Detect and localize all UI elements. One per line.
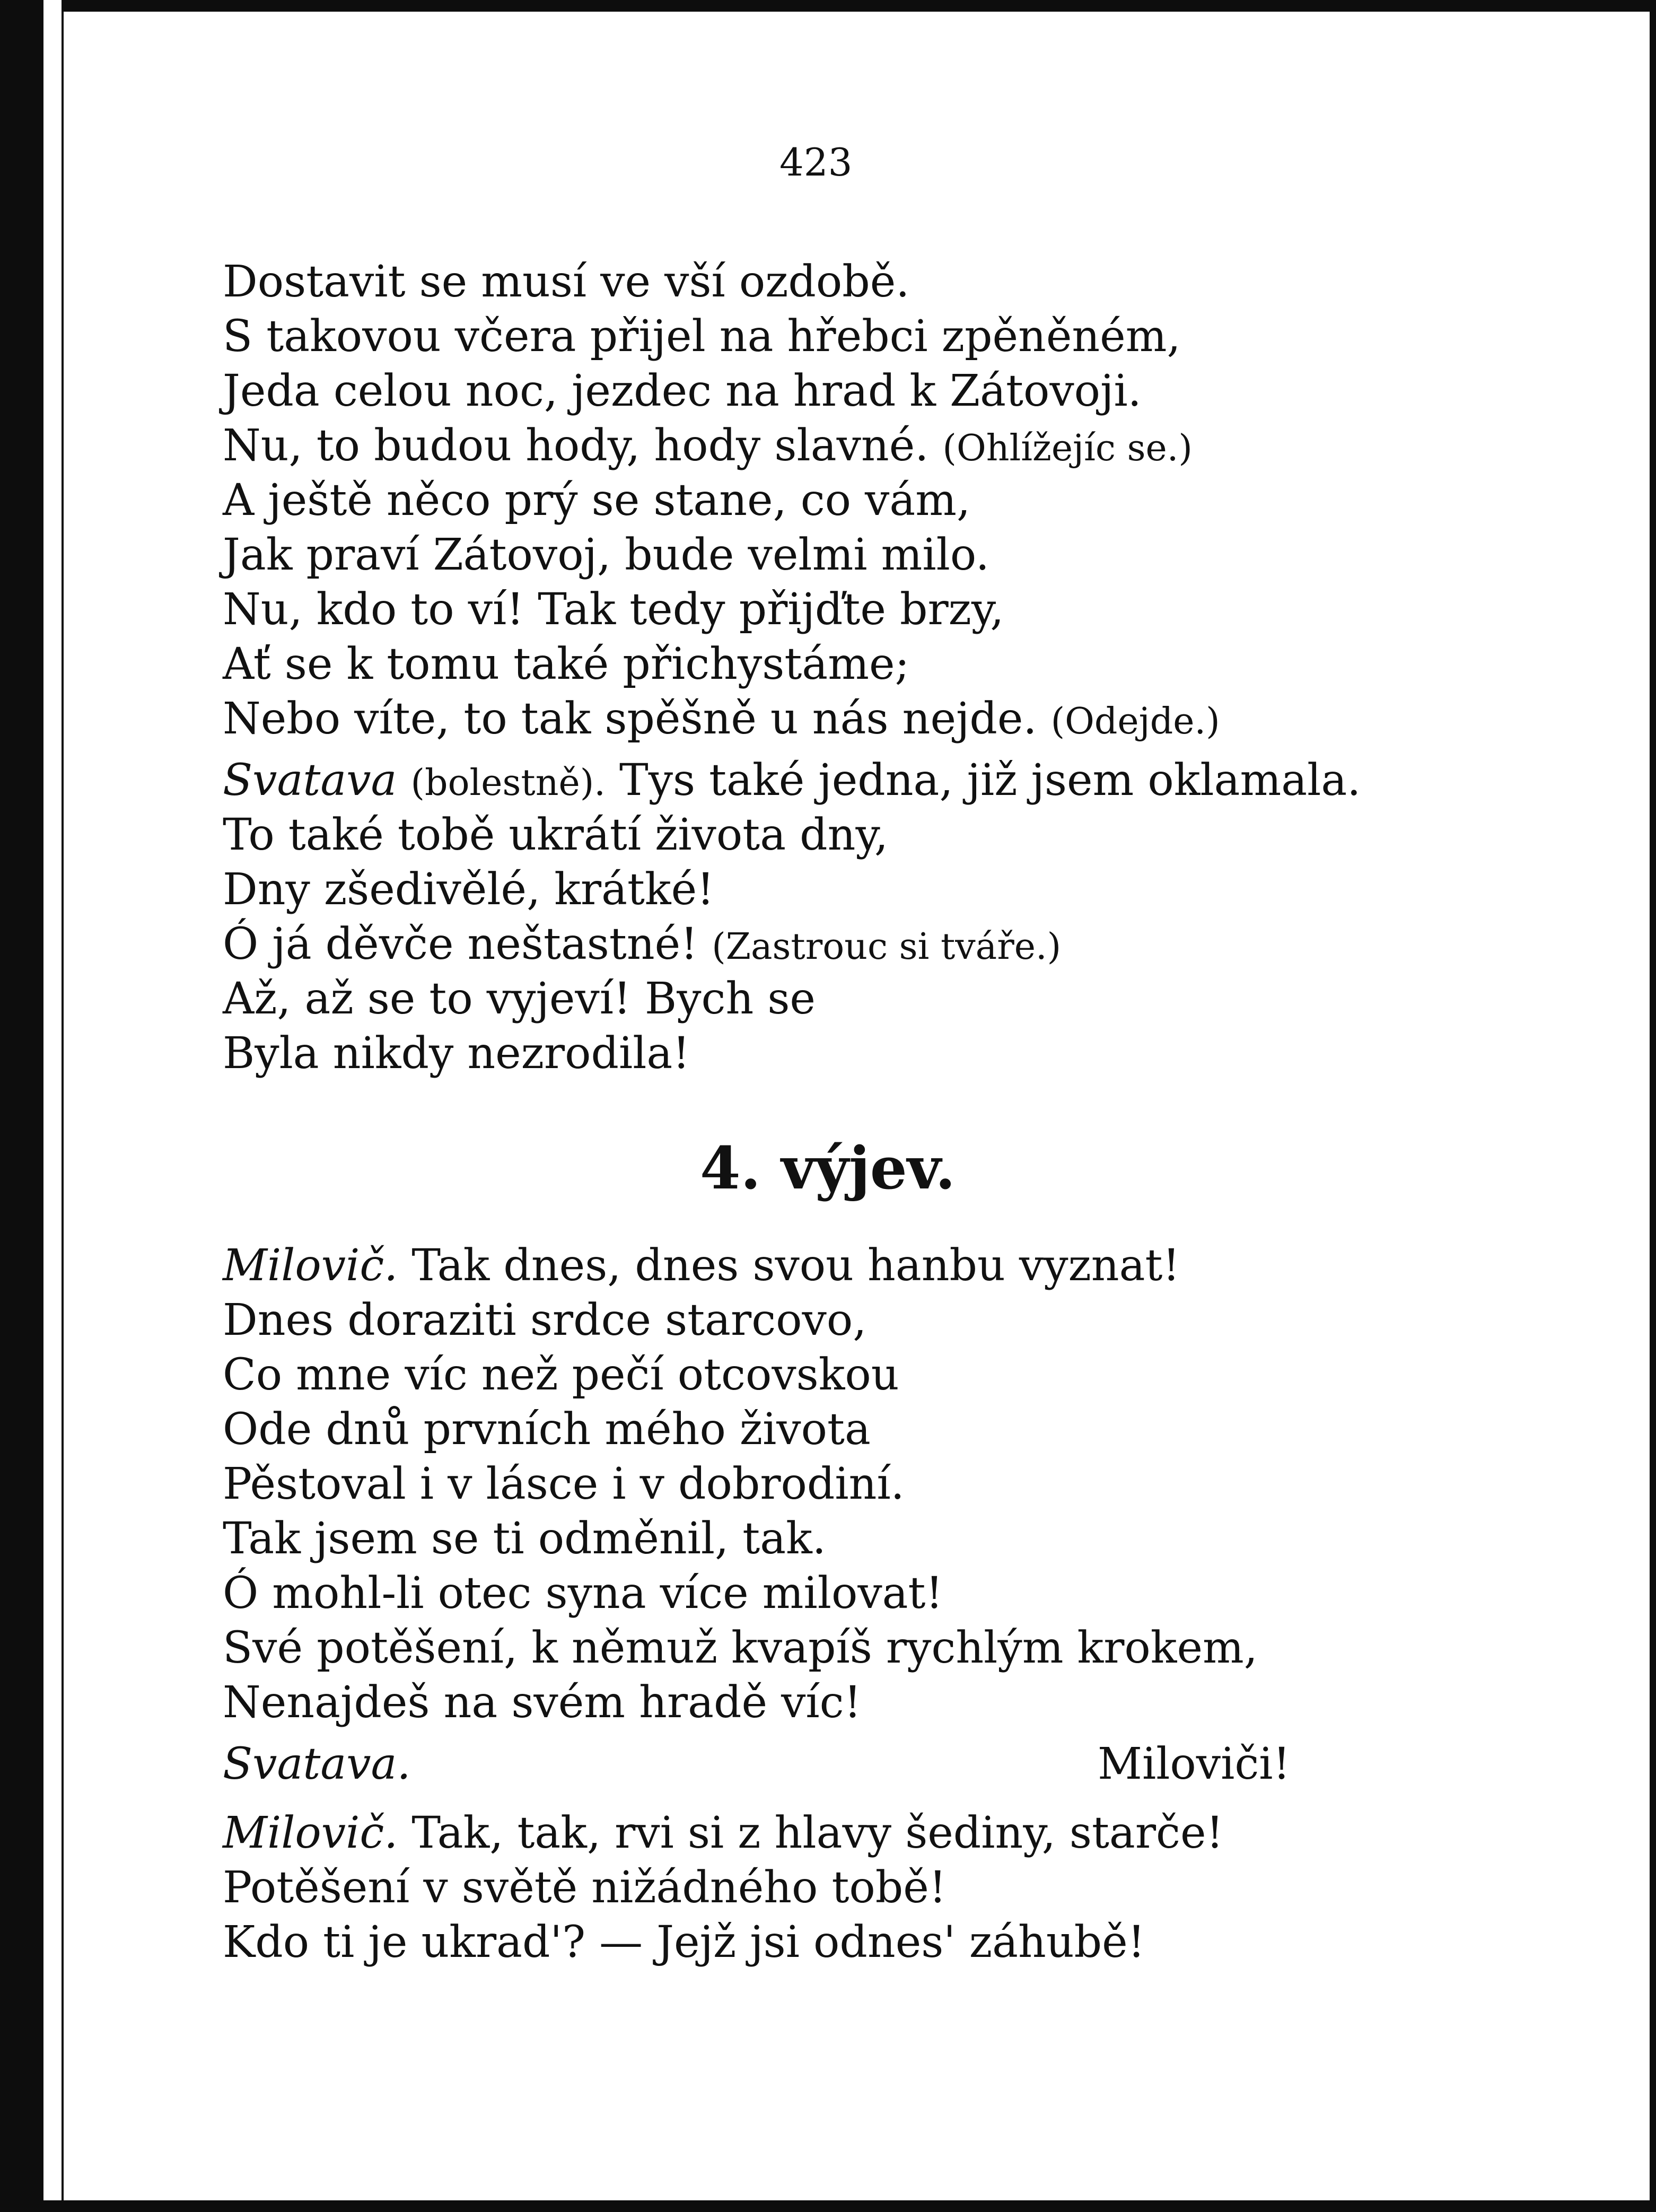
verse-text: Ó já děvče neštastné! <box>223 919 698 969</box>
stage-direction: (Zastrouc si tváře.) <box>712 926 1062 968</box>
verse-line <box>223 753 1506 808</box>
scene-heading: 4. výjev. <box>700 1134 956 1202</box>
scan-border-bottom <box>0 2200 1656 2212</box>
verse-line: A ještě něco prý se stane, co vám, <box>223 475 971 526</box>
verse-block-svatava-reply <box>223 1737 1506 1791</box>
speaker-name: Svatava <box>223 755 397 806</box>
verse-line <box>223 917 1506 972</box>
verse-line: Pěstoval i v lásce i v dobrodiní. <box>223 1459 905 1509</box>
speaker-name: Milovič. <box>223 1808 398 1858</box>
verse-line: Ó mohl-li otec syna více milovat! <box>223 1568 943 1619</box>
page-number: 423 <box>779 140 853 185</box>
verse-line: Potěšení v světě nižádného tobě! <box>223 1863 947 1913</box>
verse-line: Dnes doraziti srdce starcovo, <box>223 1295 867 1345</box>
verse-line <box>223 692 1506 746</box>
verse-text: Tys také jedna, již jsem oklamala. <box>619 755 1361 806</box>
verse-text: Tak dnes, dnes svou hanbu vyznat! <box>411 1240 1180 1291</box>
verse-line: S takovou včera přijel na hřebci zpěněném, <box>223 311 1181 362</box>
verse-line: Dny zšedivělé, krátké! <box>223 864 715 915</box>
verse-block-milovic-2 <box>223 1806 1506 1970</box>
verse-line: Ať se k tomu také přichystáme; <box>223 639 910 689</box>
verse-text: Nu, to budou hody, hody slavné. <box>223 421 929 471</box>
verse-line: Nu, kdo to ví! Tak tedy přijďte brzy, <box>223 584 1004 635</box>
scan-border-top <box>0 0 1656 12</box>
verse-line <box>223 1806 1506 1860</box>
verse-line <box>223 1737 1506 1791</box>
verse-line: Kdo ti je ukrad'? — Jejž jsi odnes' záhubě! <box>223 1917 1145 1968</box>
stage-direction: (Ohlížejíc se.) <box>942 427 1193 469</box>
verse-text: Miloviči! <box>1098 1739 1291 1789</box>
verse-block-milovic-1 <box>223 1238 1506 1730</box>
verse-line: Dostavit se musí ve vší ozdobě. <box>223 257 910 307</box>
verse-block-svatava <box>223 753 1506 1081</box>
verse-line <box>223 418 1506 473</box>
stage-direction: (bolestně). <box>410 762 606 804</box>
verse-line: Co mne víc než pečí otcovskou <box>223 1350 899 1400</box>
verse-text: Nebo víte, to tak spěšně u nás nejde. <box>223 694 1037 744</box>
speaker-name: Svatava. <box>223 1739 411 1789</box>
verse-line: Až, až se to vyjeví! Bych se <box>223 974 816 1024</box>
verse-line <box>223 1238 1506 1293</box>
verse-line: Ode dnů prvních mého života <box>223 1404 871 1455</box>
scan-border-right <box>1650 0 1656 2212</box>
verse-line: Nenajdeš na svém hradě víc! <box>223 1677 862 1728</box>
verse-line: To také tobě ukrátí života dny, <box>223 810 888 860</box>
stage-direction: (Odejde.) <box>1050 701 1220 742</box>
scan-border-gap <box>43 0 62 2212</box>
speaker-name: Milovič. <box>223 1240 398 1291</box>
verse-block-1 <box>223 255 1506 746</box>
verse-line: Své potěšení, k němuž kvapíš rychlým krokem, <box>223 1623 1258 1673</box>
verse-line: Jak praví Zátovoj, bude velmi milo. <box>223 530 989 580</box>
verse-text: Tak, tak, rvi si z hlavy šediny, starče! <box>411 1808 1224 1858</box>
verse-line: Byla nikdy nezrodila! <box>223 1028 690 1079</box>
verse-line: Jeda celou noc, jezdec na hrad k Zátovoji. <box>223 366 1142 416</box>
verse-line: Tak jsem se ti odměnil, tak. <box>223 1514 826 1564</box>
